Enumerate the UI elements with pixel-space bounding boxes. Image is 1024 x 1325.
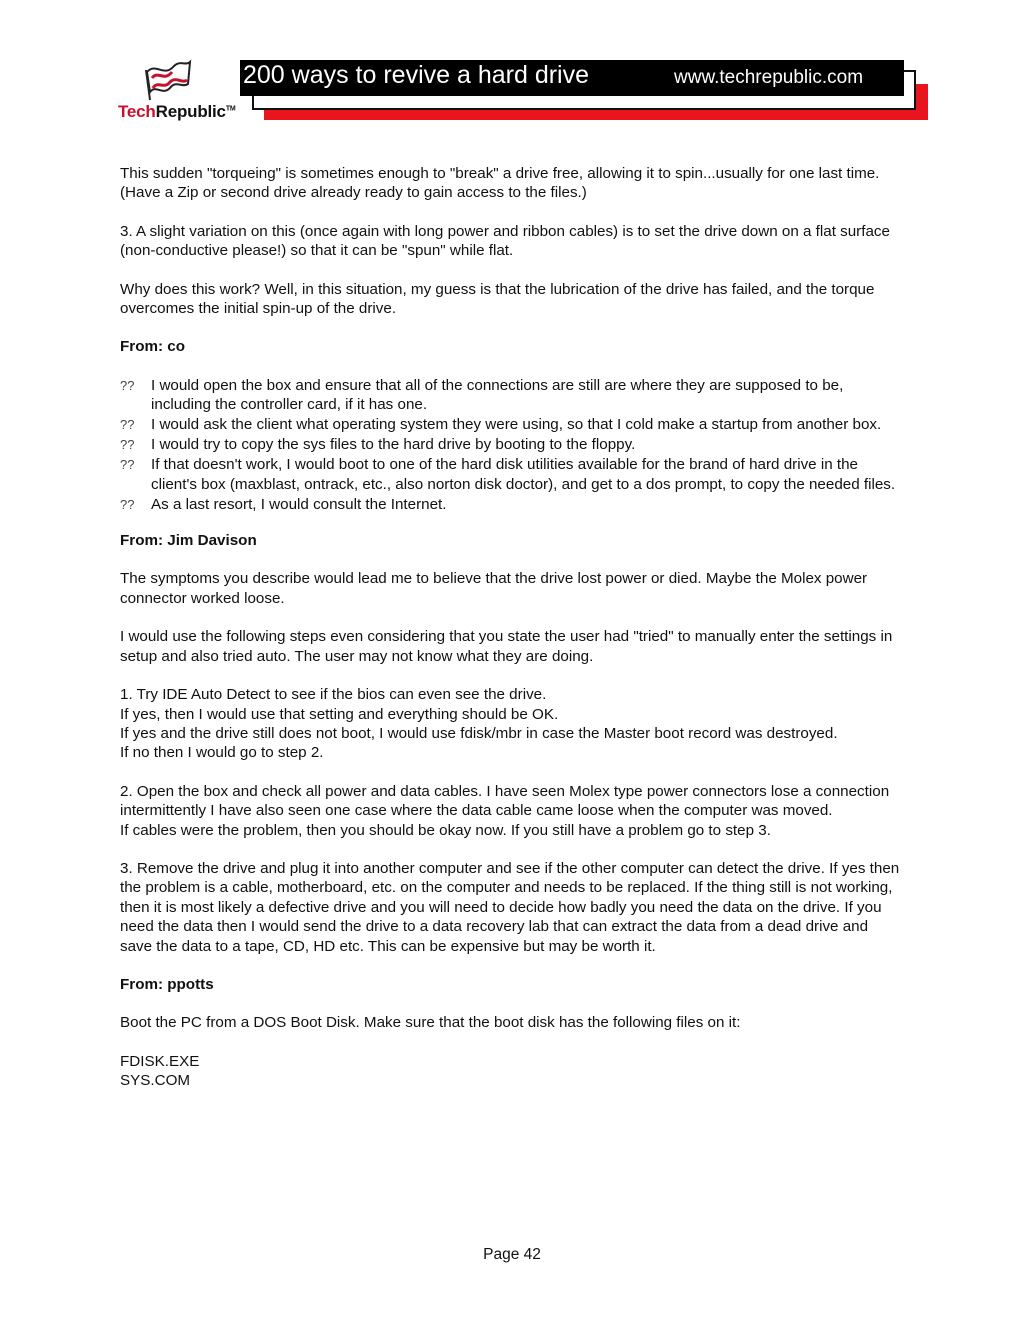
document-title: 200 ways to revive a hard drive xyxy=(243,61,590,89)
page-content xyxy=(120,164,902,1091)
step-line: If yes and the drive still does not boot, I would use fdisk/mbr in case the Master boot record was destroyed. xyxy=(120,724,838,742)
step-line: If yes, then I would use that setting and everything should be OK. xyxy=(120,705,559,723)
site-url: www.techrepublic.com xyxy=(674,67,864,88)
paragraph: 3. Remove the drive and plug it into another computer and see if the other computer can detect the drive. If yes then the problem is a cable, motherboard, etc. on the computer and needs to be replaced. If the thing still is not working, then it is most likely a defective drive and you will need to decide how badly you need the data on the drive. If you need the data then I would send the drive to a data recovery lab that can extract the data from a dead drive and save the data to a tape, CD, HD etc. This can be expensive but may be worth it. xyxy=(120,859,900,955)
section-heading-co: From: co xyxy=(120,338,185,356)
paragraph: I would use the following steps even considering that you state the user had "tried" to manually enter the settings in setup and also tried auto. The user may not know what they are doing. xyxy=(120,628,893,665)
paragraph: This sudden "torqueing" is sometimes enough to "break" a drive free, allowing it to spin...usually for one last time. (Have a Zip or second drive already ready to gain access to the files.) xyxy=(120,165,880,202)
step-line: 2. Open the box and check all power and data cables. I have seen Molex type power connectors lose a connection intermittently I have also seen one case where the data cable came loose when the computer was moved. xyxy=(120,782,890,820)
page-number: Page 42 xyxy=(483,1246,541,1263)
file-name: FDISK.EXE xyxy=(120,1052,200,1070)
section-heading-jim-davison: From: Jim Davison xyxy=(120,532,257,550)
bullet-marker: ?? xyxy=(120,437,135,453)
list-item xyxy=(120,376,902,415)
section-heading-ppotts: From: ppotts xyxy=(120,975,214,993)
techrepublic-logo xyxy=(118,58,238,128)
paragraph: Why does this work? Well, in this situation, my guess is that the lubrication of the drive has failed, and the torque overcomes the initial spin-up of the drive. xyxy=(120,280,875,318)
bullet-marker: ?? xyxy=(120,496,135,512)
step-line: If cables were the problem, then you should be okay now. If you still have a problem go to step 3. xyxy=(120,821,771,839)
bullet-list xyxy=(120,376,902,514)
list-item-text: I would try to copy the sys files to the hard drive by booting to the floppy. xyxy=(151,436,636,454)
bullet-marker: ?? xyxy=(120,457,135,473)
list-item xyxy=(120,455,902,494)
list-item xyxy=(120,415,902,434)
paragraph: 3. A slight variation on this (once again with long power and ribbon cables) is to set the drive down on a flat surface (non-conductive please!) so that it can be "spun" while flat. xyxy=(120,222,890,260)
list-item-text: I would open the box and ensure that all of the connections are still are where they are supposed to be, including the controller card, if it has one. xyxy=(151,376,844,414)
bullet-marker: ?? xyxy=(120,377,135,393)
list-item xyxy=(120,435,902,454)
file-name: SYS.COM xyxy=(120,1072,191,1090)
list-item xyxy=(120,495,902,514)
step-line: 1. Try IDE Auto Detect to see if the bios can even see the drive. xyxy=(120,686,547,704)
list-item-text: As a last resort, I would consult the Internet. xyxy=(151,495,447,513)
flag-icon xyxy=(144,58,194,102)
paragraph: The symptoms you describe would lead me to believe that the drive lost power or died. Maybe the Molex power connector worked loose. xyxy=(120,570,868,607)
step-line: If no then I would go to step 2. xyxy=(120,744,324,762)
list-item-text: I would ask the client what operating system they were using, so that I cold make a startup from another box. xyxy=(151,416,882,434)
list-item-text: If that doesn't work, I would boot to one of the hard disk utilities available for the brand of hard drive in the client's box (maxblast, ontrack, etc., also norton disk doctor), and get to a dos prompt, to copy the needed files. xyxy=(151,456,896,493)
paragraph: Boot the PC from a DOS Boot Disk. Make sure that the boot disk has the following files on it: xyxy=(120,1014,741,1032)
bullet-marker: ?? xyxy=(120,417,135,433)
logo-wordmark: TechRepublic™ xyxy=(118,102,236,121)
